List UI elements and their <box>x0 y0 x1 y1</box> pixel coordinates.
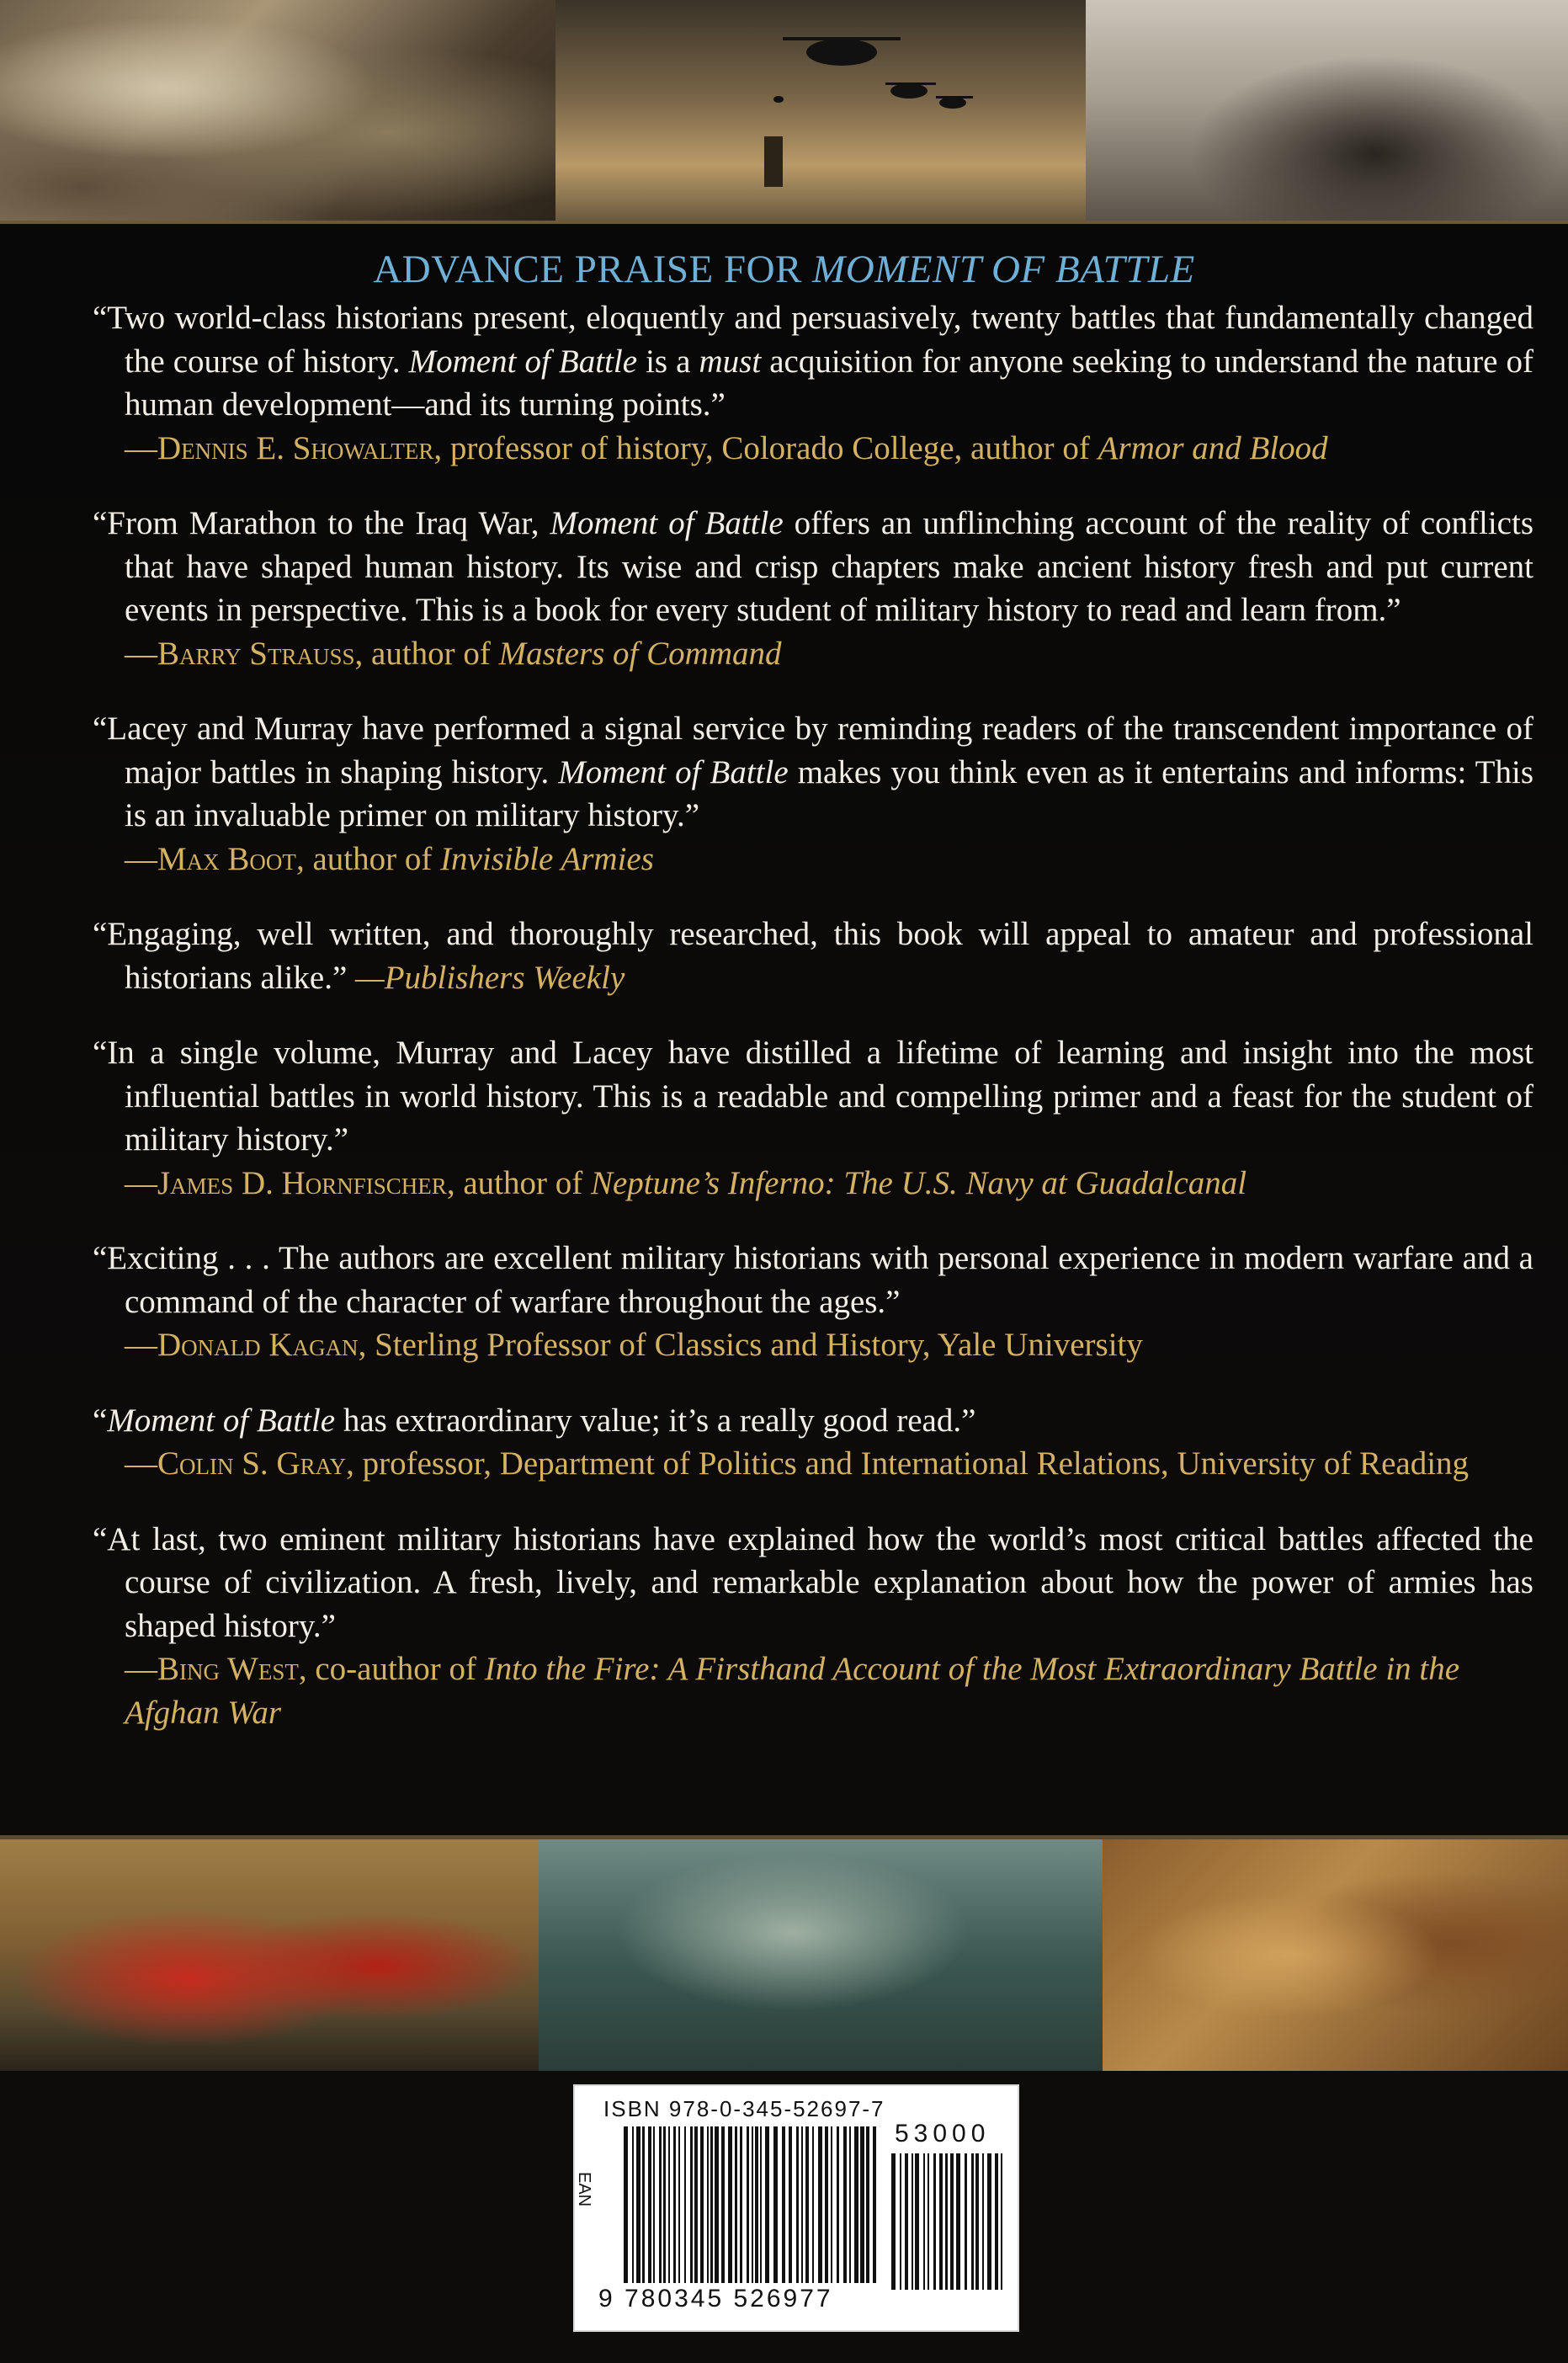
barcode-bar <box>796 2126 799 2283</box>
barcode-bar <box>818 2126 822 2283</box>
quote-segment: Moment of Battle <box>107 1402 336 1439</box>
attribution-segment: — <box>125 635 157 672</box>
barcode-bar <box>923 2153 925 2290</box>
quote-segment: “Two world-class historians present, eloquently and persuasively, twenty battles that fundamentally changed the course of history. <box>93 300 1533 380</box>
barcode-bar <box>866 2126 869 2283</box>
quote-segment: “At last, two eminent military historians have explained how the world’s most critical battles affected the course of civilization. A fresh, lively, and remarkable explanation about how the power of armies has shaped history.” <box>93 1520 1533 1644</box>
barcode-bar <box>900 2153 901 2290</box>
barcode-bar <box>939 2153 943 2290</box>
attribution-segment: Armor and Blood <box>1098 429 1328 466</box>
barcode-bar <box>632 2126 634 2283</box>
praise-heading-prefix: ADVANCE PRAISE FOR <box>373 247 813 291</box>
barcode-bar <box>831 2126 832 2283</box>
barcode-bar <box>825 2126 828 2283</box>
praise-heading <box>0 247 1568 292</box>
barcode-bar <box>636 2126 640 2283</box>
attribution-segment: Barry Strauss <box>157 635 355 672</box>
quote-text <box>93 1031 1533 1162</box>
barcode-bar <box>673 2126 676 2283</box>
quote-text <box>93 1518 1533 1648</box>
barcode-bar <box>755 2126 758 2283</box>
attribution-segment: , author of <box>354 635 499 672</box>
barcode-bar <box>801 2126 803 2283</box>
top-divider <box>0 221 1568 224</box>
barcode-bar <box>860 2126 864 2283</box>
barcode-bar <box>721 2126 725 2283</box>
quote-text <box>93 913 1533 999</box>
quote-attribution <box>93 427 1533 471</box>
quote-attribution <box>93 632 1533 676</box>
attribution-segment: — <box>125 840 157 877</box>
barcode-bar <box>854 2126 858 2283</box>
quote-text <box>93 707 1533 838</box>
quote-segment: is a <box>637 343 699 380</box>
top-image-strip <box>0 0 1568 221</box>
attribution-segment: Donald Kagan <box>157 1327 359 1363</box>
barcode-bar <box>740 2126 742 2283</box>
barcode-digits: 9 780345 526977 <box>598 2285 833 2312</box>
quote-segment: “ <box>93 1402 108 1439</box>
attribution-segment: — <box>125 429 157 466</box>
barcode-bar <box>891 2153 896 2290</box>
praise-quote <box>93 1518 1533 1735</box>
bottom-image-strip <box>0 1839 1568 2071</box>
attribution-segment: , co-author of <box>298 1651 485 1687</box>
barcode-bar <box>928 2153 929 2290</box>
helicopter-desert-photo <box>555 0 1086 221</box>
barcode-bar <box>905 2153 908 2290</box>
barcode-bar <box>956 2153 960 2290</box>
isbn-number: ISBN 978-0-345-52697-7 <box>603 2096 885 2121</box>
ancient-battle-mosaic <box>1103 1839 1568 2071</box>
barcode-bar <box>995 2153 998 2290</box>
quote-segment: makes you think even as it entertains and informs: This is an invaluable primer on military history.” <box>125 753 1533 833</box>
barcode-bar <box>700 2126 704 2283</box>
barcode-bar <box>975 2153 979 2290</box>
attribution-segment: Masters of Command <box>498 635 782 672</box>
barcode-bar <box>982 2153 984 2290</box>
barcode-bar <box>782 2126 785 2283</box>
barcode-bar <box>843 2126 847 2283</box>
praise-quote <box>93 502 1533 675</box>
quote-attribution <box>93 1647 1533 1734</box>
barcode-bar <box>812 2126 814 2283</box>
cavalry-charge-painting <box>0 1839 539 2071</box>
quote-segment: Moment of Battle <box>408 343 638 380</box>
barcode-bar <box>1001 2153 1002 2290</box>
praise-quote <box>93 296 1533 470</box>
barcode-bar <box>663 2126 666 2283</box>
attribution-segment: Bing West <box>157 1651 299 1687</box>
barcode-bar <box>653 2126 655 2283</box>
barcode-bar <box>987 2153 991 2290</box>
attribution-segment: — <box>125 1327 157 1363</box>
supplement-barcode-bars <box>891 2153 1004 2290</box>
attribution-segment: Neptune’s Inferno: The U.S. Navy at Guadalcanal <box>590 1164 1247 1201</box>
attribution-segment: , Sterling Professor of Classics and History, Yale University <box>358 1327 1143 1363</box>
barcode-bar <box>945 2153 948 2290</box>
attribution-segment: , author of <box>446 1164 591 1201</box>
attribution-segment: Dennis E. Showalter <box>157 429 434 466</box>
barcode-bar <box>760 2126 762 2283</box>
barcode-bar <box>971 2153 974 2290</box>
quote-segment: —Publishers Weekly <box>355 959 625 996</box>
barcode-bar <box>710 2126 713 2283</box>
barcode-bars <box>624 2126 882 2308</box>
barcode-bar <box>694 2126 698 2283</box>
helicopter-silhouettes <box>555 0 1086 221</box>
attribution-segment: , author of <box>295 840 441 877</box>
barcode-bar <box>624 2126 628 2283</box>
quote-segment: “In a single volume, Murray and Lacey have distilled a lifetime of learning and insight into the most influential battles in world history. This is a readable and compelling primer and a feast for the student of military history.” <box>93 1035 1533 1158</box>
attribution-segment: Into the Fire: A Firsthand Account of the Most Extraordinary Battle in the Afghan War <box>125 1651 1460 1731</box>
quote-text <box>93 1237 1533 1323</box>
quote-attribution <box>93 1442 1533 1486</box>
quote-segment: “Lacey and Murray have performed a signal service by reminding readers of the transcendent importance of major battles in shaping history. <box>93 710 1533 790</box>
attribution-segment: Max Boot <box>157 840 296 877</box>
attribution-segment: , professor of history, Colorado College, author of <box>433 429 1098 466</box>
naval-battle-painting <box>539 1839 1103 2071</box>
attribution-segment: — <box>125 1651 157 1687</box>
quote-segment: Moment of Battle <box>558 753 789 790</box>
quote-text <box>93 502 1533 632</box>
isbn-barcode <box>573 2084 1019 2332</box>
quote-attribution <box>93 838 1533 881</box>
barcode-bar <box>773 2126 778 2283</box>
quote-segment: offers an unflinching account of the reality of conflicts that have shaped human history. Its wise and crisp chapters make ancient history fresh and put current events in perspective. This is a book for every student of military history to read and learn from.” <box>125 505 1533 628</box>
barcode-bar <box>912 2153 913 2290</box>
attribution-segment: Colin S. Gray <box>157 1445 347 1482</box>
barcode-bar <box>965 2153 967 2290</box>
barcode-bar <box>950 2153 954 2290</box>
barcode-bar <box>747 2126 749 2283</box>
attribution-segment: — <box>125 1445 157 1482</box>
quote-text <box>93 296 1533 427</box>
quote-segment: “From Marathon to the Iraq War, <box>93 505 550 541</box>
ean-label: EAN <box>575 2172 593 2207</box>
praise-quotes <box>93 296 1533 1766</box>
praise-quote <box>93 913 1533 999</box>
praise-quote <box>93 1031 1533 1205</box>
quote-attribution <box>93 1162 1533 1205</box>
barcode-bar <box>805 2126 809 2283</box>
quote-attribution <box>93 1323 1533 1367</box>
barcode-bar <box>728 2126 732 2283</box>
attribution-segment: , professor, Department of Politics and International Relations, University of Reading <box>346 1445 1470 1482</box>
barcode-bar <box>789 2126 792 2283</box>
praise-quote <box>93 1399 1533 1486</box>
quote-segment: “Engaging, well written, and thoroughly researched, this book will appeal to amateur and professional historians alike.” <box>93 916 1533 996</box>
barcode-bar <box>715 2126 719 2283</box>
barcode-bar <box>837 2126 839 2283</box>
price-code: 53000 <box>895 2120 991 2147</box>
quote-segment: has extraordinary value; it’s a really good read.” <box>335 1402 976 1439</box>
barcode-bar <box>668 2126 670 2283</box>
wwii-soldiers-photo <box>1086 0 1568 221</box>
quote-segment: acquisition for anyone seeking to understand the nature of human development—and its turning points.” <box>125 343 1533 423</box>
quote-text <box>93 1399 1533 1443</box>
barcode-bar <box>873 2126 876 2283</box>
praise-heading-title: MOMENT OF BATTLE <box>812 247 1195 291</box>
attribution-segment: James D. Hornfischer <box>157 1164 447 1201</box>
barcode-bar <box>933 2153 936 2290</box>
attribution-segment: — <box>125 1164 157 1201</box>
barcode-bar <box>707 2126 709 2283</box>
attribution-segment: Invisible Armies <box>440 840 654 877</box>
barcode-bar <box>684 2126 686 2283</box>
barcode-bar <box>690 2126 693 2283</box>
quote-segment: “Exciting . . . The authors are excellent military historians with personal experience in modern warfare and a command of the character of warfare throughout the ages.” <box>93 1240 1533 1320</box>
barcode-bar <box>659 2126 662 2283</box>
quote-segment: must <box>699 343 762 380</box>
barcode-bar <box>915 2153 919 2290</box>
barcode-bar <box>765 2126 769 2283</box>
barcode-bar <box>752 2126 753 2283</box>
barcode-bar <box>849 2126 851 2283</box>
quote-segment: Moment of Battle <box>550 505 784 541</box>
praise-quote <box>93 1237 1533 1367</box>
barcode-bar <box>678 2126 680 2283</box>
barcode-bar <box>648 2126 651 2283</box>
medieval-battle-painting <box>0 0 555 221</box>
praise-quote <box>93 707 1533 881</box>
barcode-bar <box>642 2126 645 2283</box>
barcode-bar <box>735 2126 737 2283</box>
